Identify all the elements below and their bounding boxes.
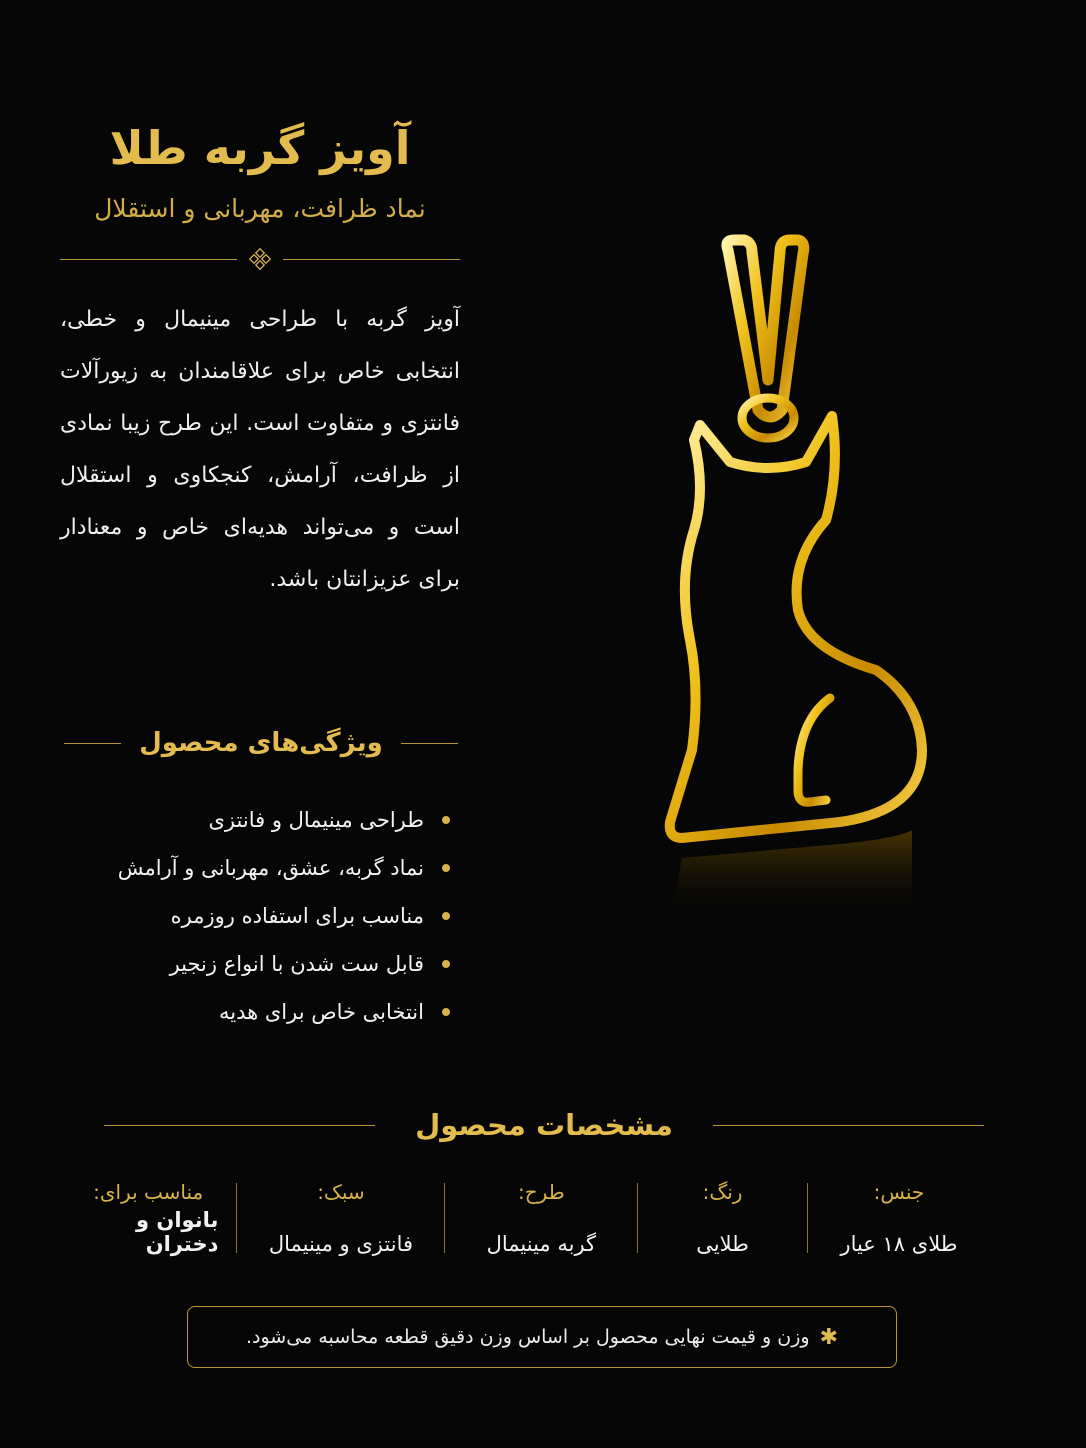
heading-line [104,1125,375,1126]
heading-line [713,1125,984,1126]
spec-divider [637,1183,638,1253]
price-note-box [187,1306,897,1368]
feature-text: نماد گربه، عشق، مهربانی و آرامش [117,856,424,880]
spec-value: بانوان و دختران [136,1208,219,1256]
spec-label: جنس: [873,1180,925,1204]
asterisk-icon: ✱ [819,1324,839,1350]
spec-divider [807,1183,808,1253]
features-list [60,796,450,1036]
features-heading [64,728,458,758]
spec-value: طلای ۱۸ عیار [840,1232,958,1256]
cat-pendant-image [640,230,940,930]
bullet-icon [442,912,450,920]
feature-text: انتخابی خاص برای هدیه [218,1000,424,1024]
feature-item [60,940,450,988]
spec-value: فانتزی و مینیمال [268,1232,414,1256]
spec-material [808,1180,990,1256]
bullet-icon [442,816,450,824]
spec-color [638,1180,807,1256]
feature-text: مناسب برای استفاده روزمره [170,904,424,928]
feature-item [60,796,450,844]
spec-divider [236,1183,237,1253]
spec-value: گربه مینیمال [486,1232,597,1256]
ornament-divider [60,248,460,270]
spec-label: مناسب برای: [93,1180,204,1204]
feature-item [60,988,450,1036]
spec-value: طلایی [696,1232,749,1256]
spec-style [237,1180,444,1256]
feature-text: طراحی مینیمال و فانتزی [208,808,424,832]
spec-label: رنگ: [702,1180,743,1204]
feature-text: قابل ست شدن با انواع زنجیر [169,952,424,976]
spec-divider [444,1183,445,1253]
divider-line [60,259,237,260]
bullet-icon [442,1008,450,1016]
spec-suitable-for [60,1180,236,1256]
specs-heading-text: مشخصات محصول [415,1108,673,1142]
price-note-text: وزن و قیمت نهایی محصول بر اساس وزن دقیق قطعه محاسبه می‌شود. [245,1326,810,1348]
product-title: آویز گربه طلا [109,121,411,175]
divider-line [283,259,460,260]
flower-ornament-icon [249,248,271,270]
feature-item [60,844,450,892]
spec-label: طرح: [518,1180,565,1204]
feature-item [60,892,450,940]
specs-table [60,1180,990,1256]
product-subtitle: نماد ظرافت، مهربانی و استقلال [94,194,426,223]
heading-line [64,743,121,744]
bullet-icon [442,864,450,872]
spec-design [445,1180,637,1256]
bullet-icon [442,960,450,968]
specs-heading [104,1108,984,1142]
intro-section [60,110,460,606]
features-heading-text: ویژگی‌های محصول [139,728,383,758]
product-description: آویز گربه با طراحی مینیمال و خطی، انتخابی خاص برای علاقامندان به زیورآلات فانتزی و متفاوت است. این طرح زیبا نمادی از ظرافت، آرامش، کنجکاوی و استقلال است و می‌تواند هدیه‌ای خاص و معنادار برای عزیزانتان باشد. [60,307,460,592]
heading-line [401,743,458,744]
spec-label: سبک: [317,1180,365,1204]
